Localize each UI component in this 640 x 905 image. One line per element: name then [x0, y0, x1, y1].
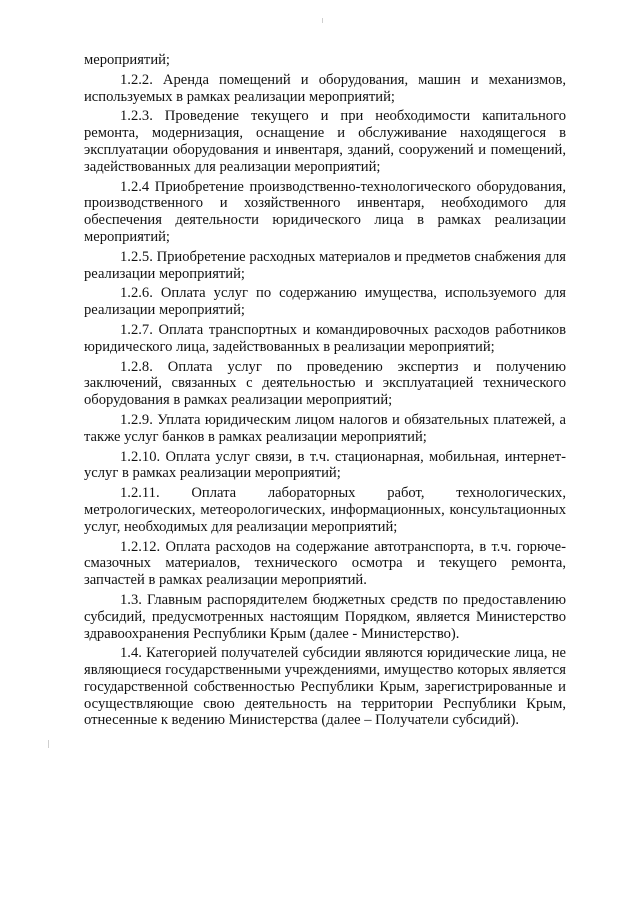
document-page — [84, 52, 566, 729]
paragraph-1-2-9: 1.2.9. Уплата юридическим лицом налогов и обязательных платежей, а также услуг банков в рамках реализации мероприятий; — [84, 411, 566, 445]
paragraph-1-3: 1.3. Главным распорядителем бюджетных средств по предоставлению субсидий, предусмотренных настоящим Порядком, является Министерство здравоохранения Республики Крым (далее - Министерство). — [84, 591, 566, 642]
paragraph-1-2-7: 1.2.7. Оплата транспортных и командировочных расходов работников юридического лица, задействованных в реализации мероприятий; — [84, 321, 566, 355]
paragraph-1-2-3: 1.2.3. Проведение текущего и при необходимости капитального ремонта, модернизация, оснащение и обслуживание находящегося в эксплуатации оборудования и инвентаря, зданий, сооружений и помещений, задействованных для реализации мероприятий; — [84, 108, 566, 175]
paragraph-1-2-5: 1.2.5. Приобретение расходных материалов и предметов снабжения для реализации мероприятий; — [84, 248, 566, 282]
paragraph-1-4: 1.4. Категорией получателей субсидии являются юридические лица, не являющиеся государственными учреждениями, имущество которых является государственной собственностью Республики Крым, зарегистрированные и осуществляющие свою деятельность на территории Республики Крым, отнесенные к ведению Министерства (далее – Получатели субсидий). — [84, 645, 566, 729]
paragraph-1-2-10: 1.2.10. Оплата услуг связи, в т.ч. стационарная, мобильная, интернет-услуг в рамках реализации мероприятий; — [84, 448, 566, 482]
paragraph-1-2-4: 1.2.4 Приобретение производственно-технологического оборудования, производственного и хозяйственного инвентаря, необходимого для обеспечения деятельности юридического лица в рамках реализации мероприятий; — [84, 178, 566, 245]
paragraph-1-2-2: 1.2.2. Аренда помещений и оборудования, машин и механизмов, используемых в рамках реализации мероприятий; — [84, 71, 566, 105]
scan-artifact-top — [322, 18, 323, 23]
paragraph-1-2-8: 1.2.8. Оплата услуг по проведению экспертиз и получению заключений, связанных с деятельностью и эксплуатацией технического оборудования в рамках реализации мероприятий; — [84, 358, 566, 409]
paragraph-continuation: мероприятий; — [84, 52, 170, 68]
paragraph-1-2-6: 1.2.6. Оплата услуг по содержанию имущества, используемого для реализации мероприятий; — [84, 285, 566, 319]
scan-artifact-left — [48, 740, 49, 748]
paragraph-1-2-11: 1.2.11. Оплата лабораторных работ, технологических, метрологических, метеорологических, информационных, консультационных услуг, необходимых для реализации мероприятий; — [84, 485, 566, 535]
paragraph-1-2-12: 1.2.12. Оплата расходов на содержание автотранспорта, в т.ч. горюче-смазочных материалов, технического осмотра и текущего ремонта, запчастей в рамках реализации мероприятий. — [84, 538, 566, 589]
